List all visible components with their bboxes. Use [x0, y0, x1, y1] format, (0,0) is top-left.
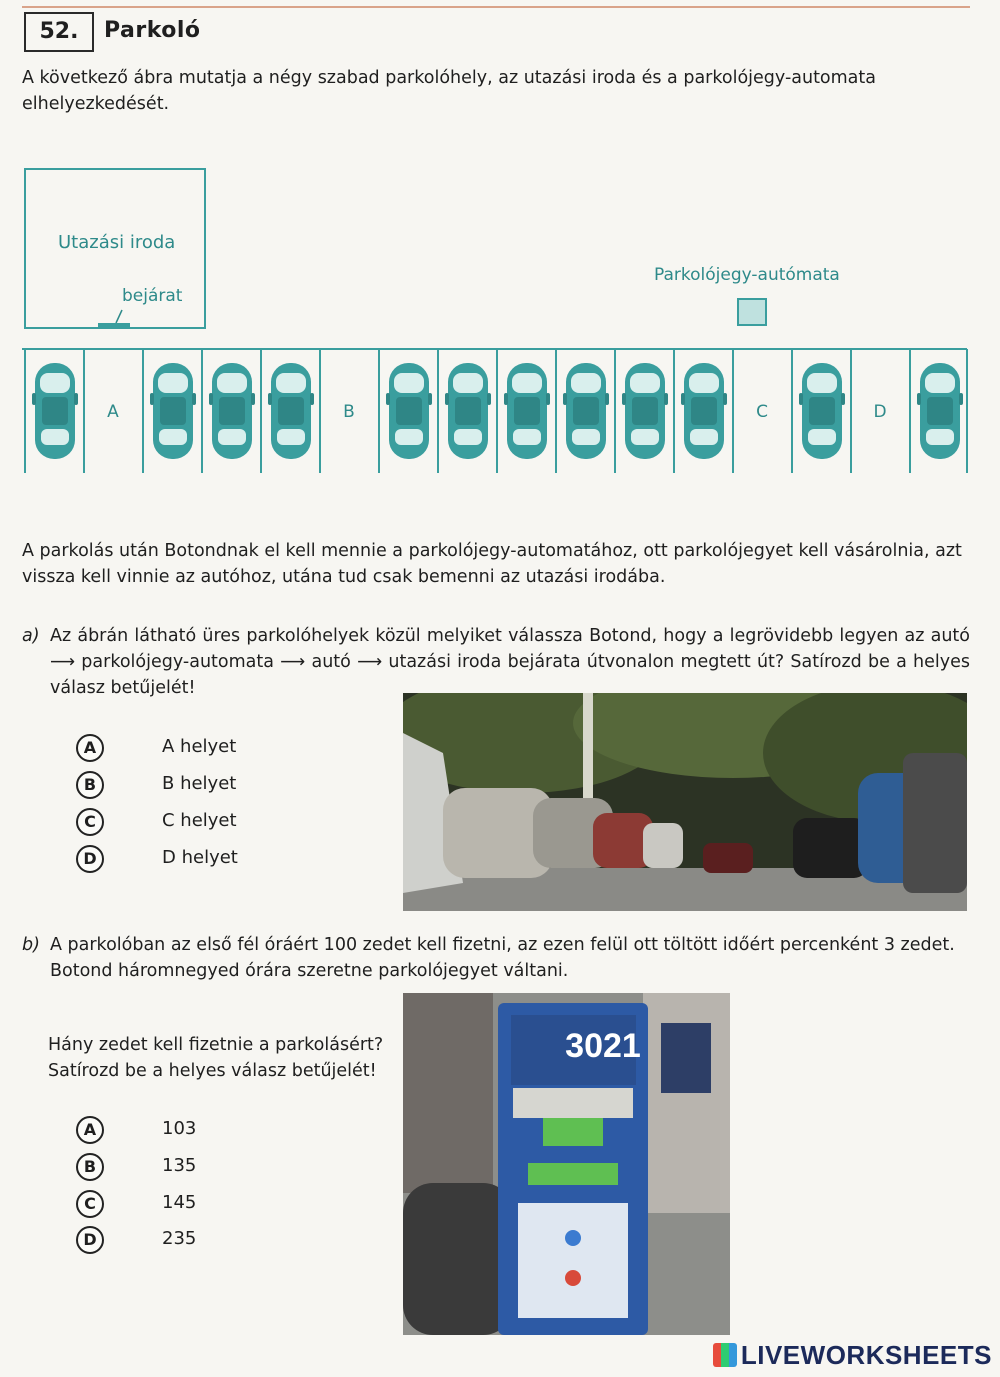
- street-parking-photo: [403, 693, 967, 911]
- answer-text: B helyet: [162, 773, 237, 794]
- entrance-label: bejárat: [122, 286, 183, 306]
- scenario-text: A parkolás után Botondnak el kell mennie a parkolójegy-automatához, ott parkolójegyet kell vásárolnia, azt vissza kell vinnie az autóhoz, utána tud csak bemenni az utazási irodába.: [22, 541, 962, 587]
- meter-number: 3021: [565, 1027, 641, 1065]
- answer-bubble[interactable]: B: [76, 1153, 104, 1181]
- question-a-label: a): [22, 626, 40, 646]
- spot-label-c: C: [756, 402, 768, 422]
- answer-a-option-c[interactable]: [76, 808, 296, 838]
- car-icon: [563, 363, 609, 459]
- car-icon: [268, 363, 314, 459]
- car-icon: [209, 363, 255, 459]
- question-b-prompt: Hány zedet kell fizetnie a parkolásért? Satírozd be a helyes válasz betűjelét!: [48, 1035, 384, 1081]
- car-icon: [622, 363, 668, 459]
- question-b-text: A parkolóban az első fél óráért 100 zedet kell fizetni, az ezen felül ott töltött időért percenként 3 zedet. Botond háromnegyed órára szeretne parkolójegyet váltani.: [50, 935, 955, 981]
- car-icon: [681, 363, 727, 459]
- entrance-arrow: [116, 310, 122, 323]
- spot-label-b: B: [343, 402, 355, 422]
- answer-text: D helyet: [162, 847, 238, 868]
- top-rule: [22, 6, 970, 8]
- parking-diagram: [22, 165, 972, 475]
- logo-text: LIVEWORKSHEETS: [740, 1340, 992, 1370]
- spot-label-d: D: [873, 402, 887, 422]
- machine-label: Parkolójegy-autómata: [654, 265, 840, 285]
- spot-label-a: A: [107, 402, 119, 422]
- parking-meter-photo: [403, 993, 730, 1335]
- car-icon: [445, 363, 491, 459]
- entrance-marker: [98, 323, 130, 329]
- logo-icon: [713, 1343, 737, 1367]
- answer-bubble[interactable]: C: [76, 808, 104, 836]
- answer-b-option-a[interactable]: [76, 1116, 296, 1146]
- answer-text: 135: [162, 1155, 197, 1176]
- problem-number: 52.: [24, 12, 94, 52]
- answer-b-option-d[interactable]: [76, 1226, 296, 1256]
- liveworksheets-logo: [713, 1340, 992, 1371]
- answer-a-option-b[interactable]: [76, 771, 296, 801]
- answer-text: A helyet: [162, 736, 237, 757]
- ticket-machine: [738, 299, 766, 325]
- office-label: Utazási iroda: [58, 232, 176, 253]
- answer-text: 145: [162, 1192, 197, 1213]
- answer-bubble[interactable]: D: [76, 1226, 104, 1254]
- answer-b-option-b[interactable]: [76, 1153, 296, 1183]
- answer-bubble[interactable]: A: [76, 734, 104, 762]
- car-icon: [386, 363, 432, 459]
- car-icon: [504, 363, 550, 459]
- car-icon: [799, 363, 845, 459]
- answer-bubble[interactable]: A: [76, 1116, 104, 1144]
- question-b-label: b): [22, 935, 40, 955]
- answer-bubble[interactable]: D: [76, 845, 104, 873]
- car-icon: [150, 363, 196, 459]
- answer-text: C helyet: [162, 810, 237, 831]
- answer-a-option-d[interactable]: [76, 845, 296, 875]
- answer-text: 103: [162, 1118, 197, 1139]
- intro-text: A következő ábra mutatja a négy szabad parkolóhely, az utazási iroda és a parkolójegy-automata elhelyezkedését.: [22, 68, 876, 114]
- answer-bubble[interactable]: C: [76, 1190, 104, 1218]
- question-a-text: Az ábrán látható üres parkolóhelyek közül melyiket válassza Botond, hogy a legrövidebb legyen az autó ⟶ parkolójegy-automata ⟶ autó ⟶ utazási iroda bejárata útvonalon megtett út? Satírozd be a helyes válasz betűjelét!: [50, 626, 970, 698]
- answer-text: 235: [162, 1228, 197, 1249]
- answer-b-option-c[interactable]: [76, 1190, 296, 1220]
- problem-title: Parkoló: [104, 18, 201, 43]
- car-icon: [32, 363, 78, 459]
- answer-a-option-a[interactable]: [76, 734, 296, 764]
- car-icon: [917, 363, 963, 459]
- answer-bubble[interactable]: B: [76, 771, 104, 799]
